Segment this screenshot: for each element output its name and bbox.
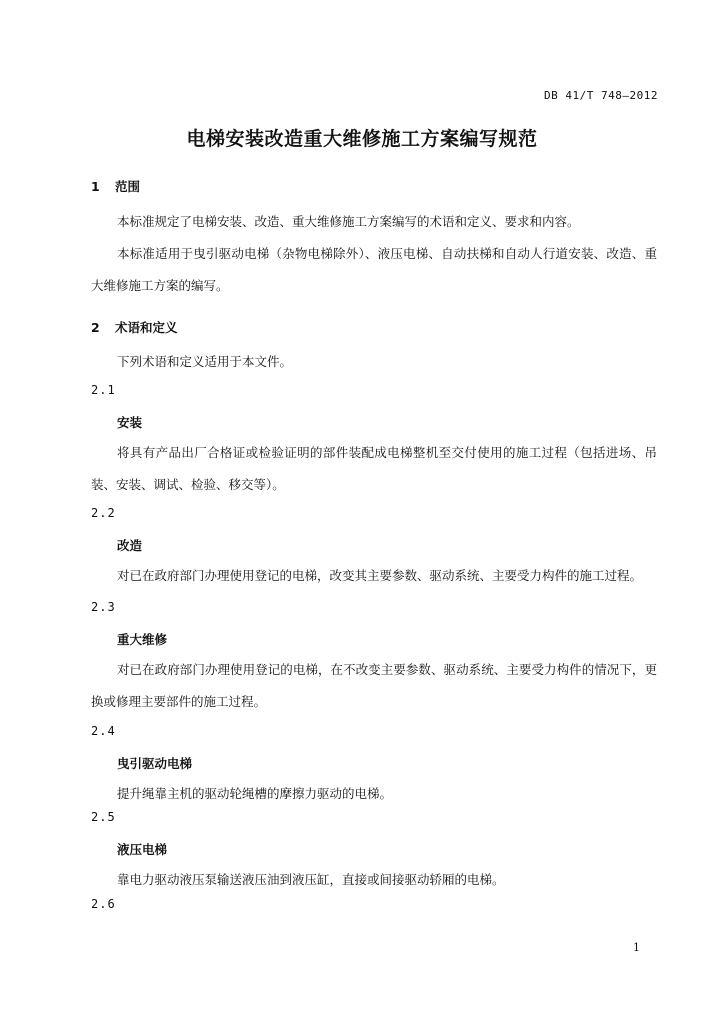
- term-definition: 提升绳靠主机的驱动轮绳槽的摩擦力驱动的电梯。: [117, 786, 393, 801]
- term-heading: 安装: [117, 415, 143, 430]
- page-number: 1: [633, 941, 640, 954]
- clause-number: 2.6: [91, 897, 116, 911]
- section-title: 术语和定义: [115, 320, 178, 335]
- clause-number: 2.4: [91, 724, 116, 738]
- term-definition: 对已在政府部门办理使用登记的电梯，改变其主要参数、驱动系统、主要受力构件的施工过程。: [117, 568, 643, 583]
- term-heading: 重大维修: [117, 632, 168, 647]
- clause-number: 2.1: [91, 383, 116, 397]
- section-1-heading: [91, 177, 140, 195]
- term-heading: 曳引驱动电梯: [117, 756, 193, 771]
- section-1-paragraph: 本标准适用于曳引驱动电梯（杂物电梯除外）、液压电梯、自动扶梯和自动人行道安装、改造、重大维修施工方案的编写。: [91, 246, 657, 293]
- term-definition: 对已在政府部门办理使用登记的电梯，在不改变主要参数、驱动系统、主要受力构件的情况下，更换或修理主要部件的施工过程。: [91, 662, 657, 709]
- section-number: 1: [91, 179, 100, 194]
- term-definition: 将具有产品出厂合格证或检验证明的部件装配成电梯整机至交付使用的施工过程（包括进场、吊装、安装、调试、检验、移交等）。: [91, 445, 657, 492]
- term-heading: 液压电梯: [117, 842, 168, 857]
- section-number: 2: [91, 320, 100, 335]
- clause-number: 2.3: [91, 600, 116, 614]
- section-2-heading: [91, 318, 178, 336]
- section-1-paragraph: 本标准规定了电梯安装、改造、重大维修施工方案编写的术语和定义、要求和内容。: [117, 214, 580, 229]
- standard-code: DB 41/T 748—2012: [544, 89, 658, 102]
- document-title: 电梯安装改造重大维修施工方案编写规范: [186, 128, 538, 150]
- clause-number: 2.2: [91, 506, 116, 520]
- term-definition: 靠电力驱动液压泵输送液压油到液压缸，直接或间接驱动轿厢的电梯。: [117, 872, 505, 887]
- section-2-intro: 下列术语和定义适用于本文件。: [117, 354, 293, 369]
- term-heading: 改造: [117, 538, 143, 553]
- clause-number: 2.5: [91, 810, 116, 824]
- section-title: 范围: [115, 179, 141, 194]
